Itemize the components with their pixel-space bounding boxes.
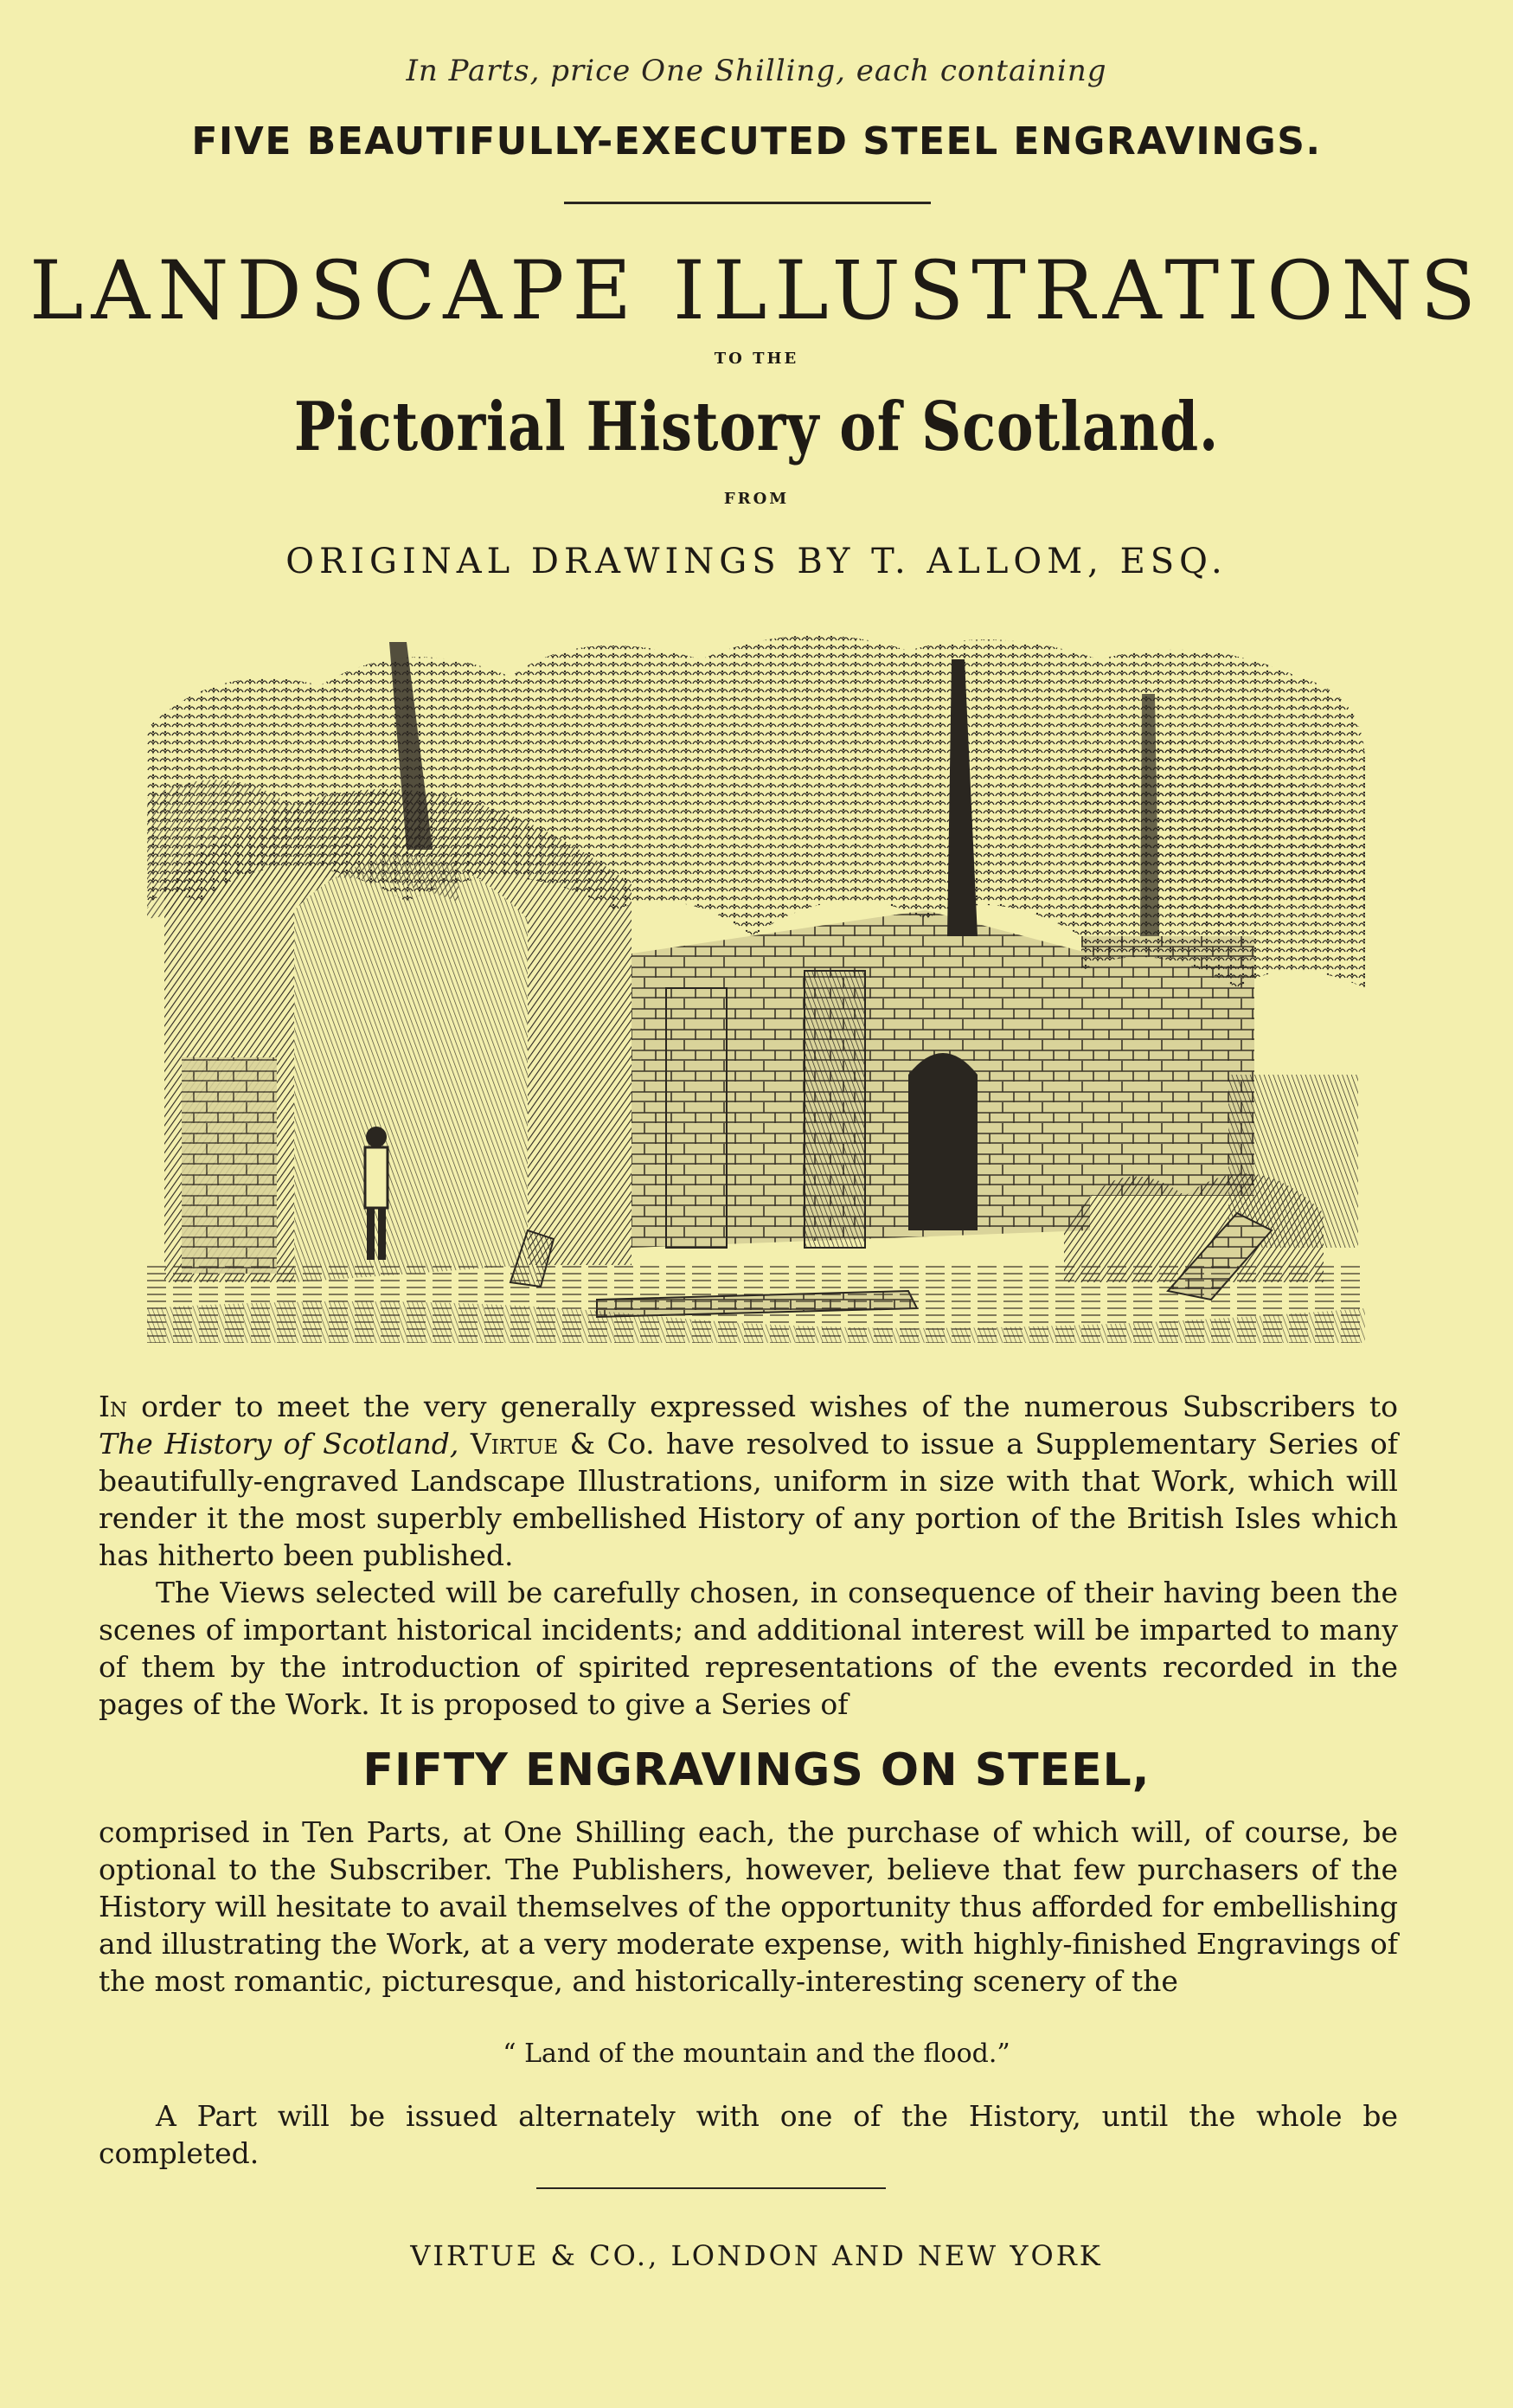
paragraph-2: The Views selected will be carefully chosen, in consequence of their having been the scenes of important historical incidents; and additional interest will be imparted to many of them by the introduction of spirited representations of the events recorded in the pages of the Work. It is proposed to give a Series of xyxy=(99,1576,1398,1721)
pictorial-history-subtitle: Pictorial History of Scotland. xyxy=(293,388,1220,466)
bottom-rule xyxy=(536,2187,886,2189)
from-label: FROM xyxy=(723,490,790,508)
page-title: LANDSCAPE ILLUSTRATIONS xyxy=(29,244,1484,338)
to-the-label: TO THE xyxy=(714,350,799,368)
publisher-name: Virtue xyxy=(458,1427,559,1461)
original-drawings-line: ORIGINAL DRAWINGS BY T. ALLOM, ESQ. xyxy=(285,542,1228,581)
drop-lead: In xyxy=(99,1390,128,1423)
paragraph-3: comprised in Ten Parts, at One Shilling each, the purchase of which will, of course, be optional to the Subscriber. The Publishers, however, believe that few purchasers of the History will hesitate to avail themselves of the opportunity thus afforded for embellishing and illustrating the Work, at a very moderate expense, with highly-finished Engravings of the most romantic, picturesque, and historically-interesting scenery of the xyxy=(99,1815,1398,1998)
history-title: The History of Scotland, xyxy=(99,1427,459,1461)
body-paragraphs-1 xyxy=(99,1388,1398,1723)
ruined-abbey-engraving xyxy=(147,625,1365,1343)
intro-line: In Parts, price One Shilling, each containing xyxy=(406,54,1107,88)
five-engravings-heading: FIVE BEAUTIFULLY-EXECUTED STEEL ENGRAVINGS. xyxy=(191,119,1322,164)
imprint: VIRTUE & CO., LONDON AND NEW YORK xyxy=(410,2239,1103,2272)
paragraph-1 xyxy=(99,1388,1398,1574)
quotation: “ Land of the mountain and the flood.” xyxy=(503,2039,1010,2069)
paragraph-4-text: A Part will be issued alternately with one of the History, until the whole be completed. xyxy=(99,2099,1398,2170)
top-rule xyxy=(564,202,931,204)
paragraph-4 xyxy=(99,2097,1398,2172)
fifty-engravings-heading: FIFTY ENGRAVINGS ON STEEL, xyxy=(362,1744,1151,1796)
p1-text-a: order to meet the very generally expressed wishes of the numerous Subscribers to xyxy=(127,1390,1398,1423)
p1-text-b: & Co. have resolved to issue a Supplementary Series of beautifully-engraved Landscape Illustrations, uniform in size with that Work, which will render it the most superbly embellished History of any portion of the British Isles which has hitherto been published. xyxy=(99,1427,1398,1572)
